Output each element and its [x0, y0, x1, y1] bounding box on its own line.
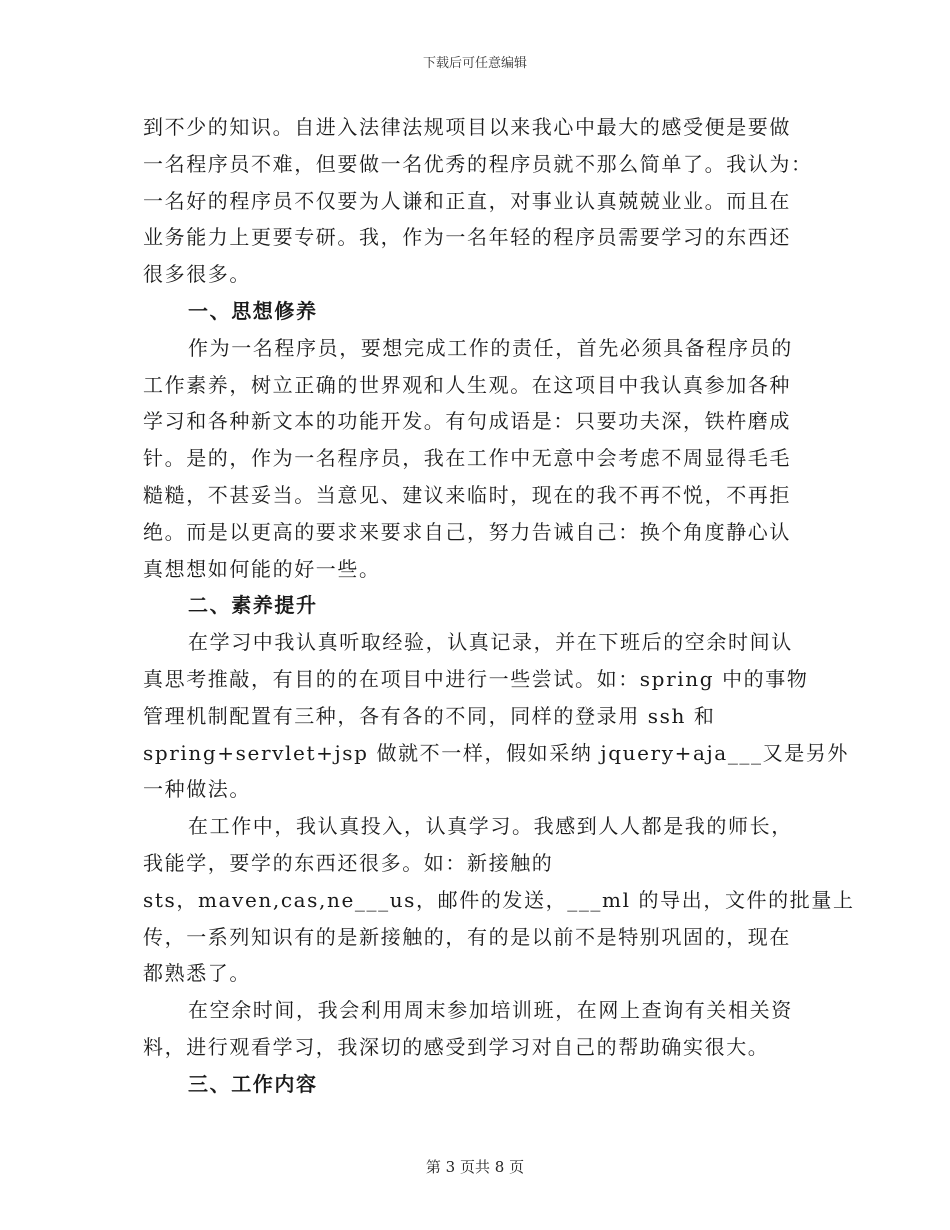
paragraph-line: 管理机制配置有三种，各有各的不同，同样的登录用 ssh 和 — [143, 703, 716, 728]
paragraph-line: 针。是的，作为一名程序员，我在工作中无意中会考虑不周显得毛毛 — [143, 446, 791, 471]
paragraph-line: 到不少的知识。自进入法律法规项目以来我心中最大的感受便是要做 — [143, 115, 791, 139]
paragraph-line: 糙糙，不甚妥当。当意见、建议来临时，现在的我不再不悦，不再拒 — [143, 482, 791, 507]
document-body — [143, 109, 855, 1103]
paragraph-line: 都熟悉了。 — [143, 961, 251, 986]
paragraph-line: 在空余时间，我会利用周末参加培训班，在网上查询有关相关资 — [188, 998, 793, 1023]
section-heading-3: 三、工作内容 — [188, 1071, 318, 1096]
paragraph-line: 真思考推敲，有目的的在项目中进行一些尝试。如：spring 中的事物 — [143, 666, 809, 691]
paragraph-line: 一种做法。 — [143, 777, 251, 802]
paragraph-line: 真想想如何能的好一些。 — [143, 556, 381, 581]
paragraph-line: 在学习中我认真听取经验，认真记录，并在下班后的空余时间认 — [188, 630, 793, 655]
paragraph-line: 工作素养，树立正确的世界观和人生观。在这项目中我认真参加各种 — [143, 372, 791, 397]
paragraph-line: 料，进行观看学习，我深切的感受到学习对自己的帮助确实很大。 — [143, 1034, 770, 1059]
paragraph-line: 学习和各种新文本的功能开发。有句成语是：只要功夫深，铁杵磨成 — [143, 409, 791, 434]
paragraph-line: spring+servlet+jsp 做就不一样，假如采纳 jquery+aja___又是另外 — [143, 740, 850, 765]
page-footer: 第 3 页共 8 页 — [425, 1158, 525, 1176]
paragraph-line: 一名好的程序员不仅要为人谦和正直，对事业认真兢兢业业。而且在 — [143, 188, 791, 213]
paragraph-line: 绝。而是以更高的要求来要求自己，努力告诫自己：换个角度静心认 — [143, 519, 791, 544]
paragraph-line: 传，一系列知识有的是新接触的，有的是以前不是特别巩固的，现在 — [143, 924, 791, 949]
paragraph-line: 作为一名程序员，要想完成工作的责任，首先必须具备程序员的 — [188, 335, 793, 360]
section-heading-2: 二、素养提升 — [188, 593, 318, 618]
paragraph-line: 我能学，要学的东西还很多。如：新接触的 — [143, 850, 554, 875]
paragraph-line: sts，maven,cas,ne___us，邮件的发送，___ml 的导出，文件的批量上 — [143, 887, 855, 912]
page-header: 下载后可任意编辑 — [422, 56, 527, 71]
paragraph-line: 在工作中，我认真投入，认真学习。我感到人人都是我的师长， — [188, 814, 793, 839]
paragraph-line: 业务能力上更要专研。我，作为一名年轻的程序员需要学习的东西还 — [143, 225, 791, 250]
paragraph-line: 一名程序员不难，但要做一名优秀的程序员就不那么简单了。我认为： — [143, 151, 813, 176]
paragraph-line: 很多很多。 — [143, 262, 251, 287]
section-heading-1: 一、思想修养 — [188, 298, 318, 323]
